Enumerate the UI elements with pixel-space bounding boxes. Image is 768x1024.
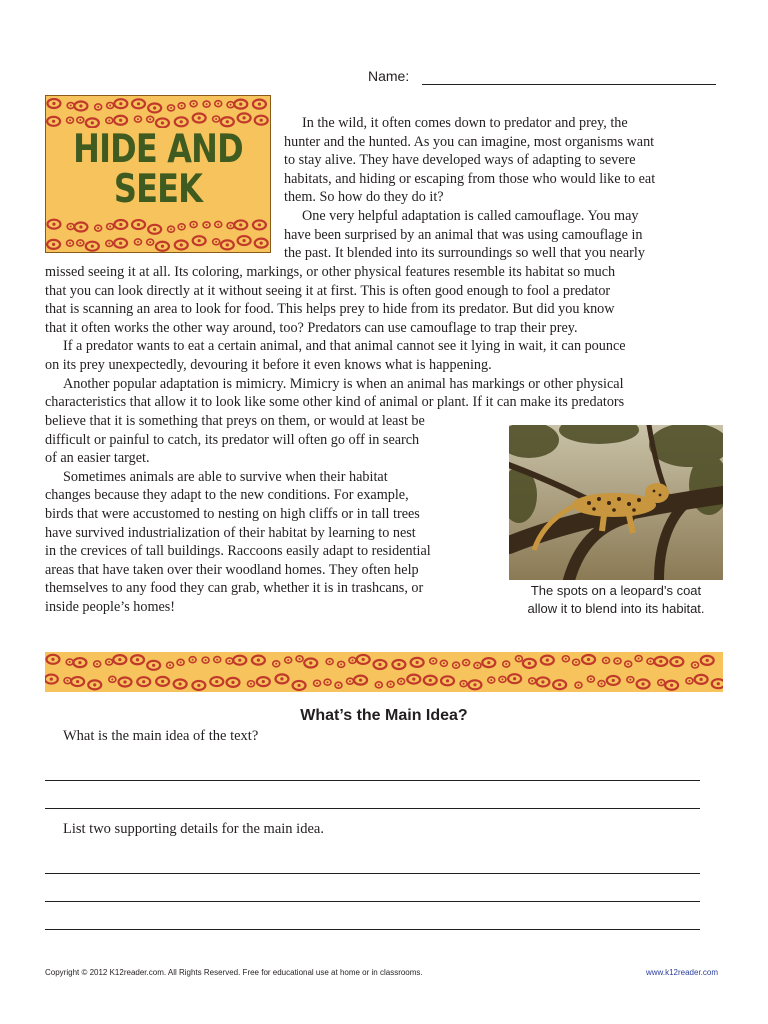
swirl-dot: [590, 678, 592, 680]
swirl-dot: [659, 660, 662, 663]
swirl-dot: [501, 678, 503, 680]
name-label: Name:: [368, 68, 410, 84]
swirl-dot: [180, 120, 183, 123]
swirl-dot: [231, 681, 234, 684]
swirl-dot: [198, 239, 201, 242]
swirl-dot: [180, 243, 183, 246]
swirl-dot: [215, 241, 217, 243]
swirl-dot: [161, 245, 164, 248]
title-line-2: SEEK: [113, 167, 203, 212]
text-line: of an easier target.: [45, 450, 150, 467]
swirl-dot: [69, 661, 71, 663]
swirl-dot: [429, 679, 432, 682]
swirl-dot: [226, 120, 229, 123]
swirl-dot: [432, 660, 434, 662]
text-line: hunter and the hunted. As you can imagine, most organisms want: [284, 133, 655, 150]
swirl-dot: [258, 223, 261, 226]
text-line: that is scanning an area to look for food. This helps prey to hide from its predator. But did you know: [45, 301, 615, 318]
swirl-dot: [275, 663, 277, 665]
swirl-dot: [215, 680, 218, 683]
swirl-dot: [260, 119, 263, 122]
swirl-dot: [67, 680, 69, 682]
swirl-dot: [181, 226, 183, 228]
swirl-dot: [390, 683, 392, 685]
swirl-dot: [299, 658, 301, 660]
swirl-dot: [675, 660, 678, 663]
swirl-dot: [706, 659, 709, 662]
swirl-dot: [206, 224, 208, 226]
text-line: missed seeing it at all. Its coloring, markings, or other physical features resemble its habitat so much: [45, 264, 616, 280]
swirl-dot: [262, 680, 265, 683]
section-title: What’s the Main Idea?: [300, 707, 468, 724]
swirl-dot: [109, 225, 111, 227]
swirl-dot: [340, 663, 342, 665]
swirl-dot: [76, 680, 79, 683]
swirl-dot: [161, 680, 164, 683]
swirl-dot: [660, 682, 662, 684]
swirl-dot: [541, 680, 544, 683]
text-line: birds that were accustomed to nesting on high cliffs or in tall trees: [45, 505, 420, 522]
swirl-dot: [119, 242, 122, 245]
text-line: the past. It blended into its surroundings so well that you nearly: [284, 245, 645, 262]
swirl-dot: [137, 223, 140, 226]
swirl-dot: [617, 660, 619, 662]
text-line: difficult or painful to catch, its predator will often go off in search: [45, 431, 420, 448]
website-link[interactable]: www.k12reader.com: [645, 968, 718, 977]
swirl-dot: [455, 664, 457, 666]
swirl-dot: [575, 661, 577, 663]
photo-caption: [505, 582, 727, 618]
swirl-dot: [170, 107, 172, 109]
swirl-dot: [170, 228, 172, 230]
swirl-dot: [149, 118, 151, 120]
swirl-dot: [694, 664, 696, 666]
swirl-dot: [79, 225, 82, 228]
swirl-dot: [463, 683, 465, 685]
swirl-dot: [717, 682, 720, 685]
swirl-dot: [700, 678, 703, 681]
swirl-dot: [239, 223, 242, 226]
swirl-dot: [297, 684, 300, 687]
swirl-dot: [198, 116, 201, 119]
swirl-dot: [400, 680, 402, 682]
swirl-dot: [108, 661, 110, 663]
swirl-dot: [280, 677, 283, 680]
swirl-dot: [97, 227, 99, 229]
swirl-dot: [91, 245, 94, 248]
swirl-dot: [70, 105, 72, 107]
text-line: changes because they adapt to the new conditions. For example,: [45, 487, 409, 504]
text-line: on its prey unexpectedly, devouring it before it even knows what is happening.: [45, 356, 492, 373]
swirl-dot: [161, 121, 164, 124]
swirl-dot: [50, 677, 53, 680]
swirl-dot: [476, 664, 478, 666]
swirl-dot: [96, 663, 98, 665]
title-box: [45, 95, 271, 253]
swirl-dot: [52, 243, 55, 246]
swirl-dot: [505, 663, 507, 665]
swirl-dot: [69, 242, 71, 244]
swirl-pattern-top: [46, 98, 270, 128]
swirl-dot: [229, 660, 231, 662]
swirl-dot: [192, 659, 194, 661]
text-line: have been surprised by an animal that was using camouflage in: [284, 226, 643, 243]
swirl-dot: [109, 104, 111, 106]
swirl-dot: [206, 103, 208, 105]
swirl-dot: [577, 684, 579, 686]
swirl-dot: [558, 683, 561, 686]
swirl-dot: [605, 659, 607, 661]
swirl-dot: [465, 662, 467, 664]
swirl-dot: [250, 683, 252, 685]
swirl-dot: [258, 103, 261, 106]
swirl-dot: [243, 116, 246, 119]
swirl-dot: [243, 239, 246, 242]
swirl-dot: [287, 659, 289, 661]
swirl-dot: [612, 679, 615, 682]
swirl-dot: [137, 102, 140, 105]
swirl-dot: [79, 242, 81, 244]
swirl-dot: [118, 658, 121, 661]
swirl-dot: [181, 105, 183, 107]
leopard-photo: [509, 425, 723, 580]
text-line: In the wild, it often comes down to predator and prey, the: [302, 115, 628, 131]
swirl-dot: [487, 661, 490, 664]
swirl-dot: [649, 660, 651, 662]
swirl-dot: [230, 104, 232, 106]
swirl-dot: [153, 228, 156, 231]
swirl-dot: [215, 118, 217, 120]
swirl-dot: [601, 683, 603, 685]
text-line: If a predator wants to eat a certain animal, and that animal cannot see it lying in wait, it can pounce: [63, 338, 626, 355]
name-field[interactable]: [368, 68, 716, 88]
swirl-dot: [531, 680, 533, 682]
swirl-dot: [349, 680, 351, 682]
swirl-dot: [226, 243, 229, 246]
swirl-dot: [180, 661, 182, 663]
swirl-dot: [193, 224, 195, 226]
text-line: Another popular adaptation is mimicry. Mimicry is when an animal has markings or other physical: [63, 375, 624, 392]
swirl-dot: [193, 103, 195, 105]
swirl-dot: [362, 658, 365, 661]
text-line: have survived industrialization of their habitat by learning to nest: [45, 524, 416, 541]
swirl-dot: [378, 663, 381, 666]
swirl-dot: [359, 679, 362, 682]
answer-line-2[interactable]: [45, 808, 700, 809]
swirl-dot: [397, 663, 400, 666]
swirl-dot: [260, 242, 263, 245]
caption-line-2: allow it to blend into its habitat.: [527, 601, 705, 616]
swirl-dot: [316, 682, 318, 684]
answer-line-4[interactable]: [45, 901, 700, 902]
swirl-dot: [52, 120, 55, 123]
swirl-dot: [490, 679, 492, 681]
swirl-dot: [627, 663, 629, 665]
swirl-dot: [97, 106, 99, 108]
swirl-dot: [51, 658, 54, 661]
swirl-dot: [257, 659, 260, 662]
text-line: believe that it is something that preys on them, or would at least be: [45, 413, 425, 429]
copyright-notice: Copyright © 2012 K12reader.com. All Rights Reserved. Free for educational use at home or in classrooms.: [45, 968, 423, 977]
text-line: One very helpful adaptation is called camouflage. You may: [302, 207, 639, 224]
worksheet-title: [66, 127, 250, 212]
swirl-dot: [217, 223, 219, 225]
text-line: themselves to any food they can grab, whether it is in trashcans, or: [45, 580, 424, 597]
answer-line-3[interactable]: [45, 873, 700, 874]
swirl-dot: [137, 241, 139, 243]
swirl-dot: [216, 659, 218, 661]
swirl-dot: [518, 658, 520, 660]
swirl-dot: [670, 684, 673, 687]
paragraph-1: [284, 114, 724, 263]
swirl-dot: [123, 680, 126, 683]
swirl-dot: [443, 662, 445, 664]
swirl-dot: [108, 242, 110, 244]
swirl-dot: [152, 664, 155, 667]
swirl-dot: [78, 661, 81, 664]
swirl-dot: [378, 684, 380, 686]
answer-line-1[interactable]: [45, 780, 700, 781]
swirl-dot: [309, 661, 312, 664]
text-line: that you can look directly at it without seeing it at first. This is often good enough to fool a predator: [45, 282, 611, 299]
swirl-dot: [205, 659, 207, 661]
question-1: What is the main idea of the text?: [63, 728, 259, 744]
swirl-dot: [473, 683, 476, 686]
swirl-dot: [351, 659, 353, 661]
text-line: areas that have taken over their woodland homes. They often help: [45, 561, 419, 578]
swirl-dot: [546, 659, 549, 662]
swirl-dot: [108, 119, 110, 121]
swirl-dot: [217, 103, 219, 105]
paragraph-4-5: [45, 412, 500, 617]
swirl-dot: [79, 104, 82, 107]
swirl-dot: [688, 680, 690, 682]
swirl-dot: [513, 677, 516, 680]
swirl-dot: [142, 680, 145, 683]
swirl-dot: [93, 683, 96, 686]
swirl-dot: [641, 682, 644, 685]
swirl-dot: [119, 119, 122, 122]
swirl-dot: [169, 664, 171, 666]
text-line: them. So how do they do it?: [284, 189, 444, 206]
caption-line-1: The spots on a leopard’s coat: [530, 583, 702, 598]
text-line: that it often works the other way around, too? Predators can use camouflage to trap their prey.: [45, 319, 578, 336]
swirl-dot: [137, 118, 139, 120]
text-line: characteristics that allow it to look like some other kind of animal or plant. If it can make its predators: [45, 394, 625, 411]
name-line[interactable]: [422, 84, 716, 85]
swirl-dot: [587, 658, 590, 661]
swirl-dot: [416, 661, 419, 664]
swirl-dot: [119, 102, 122, 105]
swirl-dot: [565, 658, 567, 660]
swirl-dot: [52, 223, 55, 226]
title-line-1: HIDE AND: [73, 127, 243, 172]
swirl-dot: [638, 658, 640, 660]
swirl-dot: [337, 684, 339, 686]
swirl-divider-band: [45, 652, 723, 692]
swirl-dot: [69, 119, 71, 121]
swirl-dot: [446, 679, 449, 682]
swirl-dot: [52, 102, 55, 105]
answer-line-5[interactable]: [45, 929, 700, 930]
swirl-dot: [70, 226, 72, 228]
swirl-dot: [629, 679, 631, 681]
swirl-dot: [79, 119, 81, 121]
text-line: habitats, and hiding or escaping from those who would like to eat: [284, 170, 656, 187]
swirl-dot: [327, 681, 329, 683]
paragraph-2-3-4: [45, 263, 725, 412]
text-line: to stay alive. They have developed ways of adapting to severe: [284, 152, 636, 169]
swirl-dot: [238, 659, 241, 662]
swirl-dot: [528, 662, 531, 665]
swirl-pattern-bottom: [46, 218, 270, 252]
swirl-dot: [179, 682, 182, 685]
text-line: Sometimes animals are able to survive when their habitat: [63, 468, 388, 485]
swirl-dot: [149, 241, 151, 243]
text-line: inside people’s homes!: [45, 598, 176, 615]
swirl-dot: [239, 103, 242, 106]
swirl-dot: [197, 684, 200, 687]
text-line: in the crevices of tall buildings. Raccoons easily adapt to residential: [45, 543, 431, 560]
swirl-dot: [119, 223, 122, 226]
swirl-dot: [329, 661, 331, 663]
swirl-dot: [412, 677, 415, 680]
swirl-dot: [153, 106, 156, 109]
swirl-dot: [111, 678, 113, 680]
question-2: List two supporting details for the main idea.: [63, 821, 324, 837]
swirl-dot: [91, 121, 94, 124]
swirl-dot: [136, 658, 139, 661]
swirl-dot: [230, 225, 232, 227]
